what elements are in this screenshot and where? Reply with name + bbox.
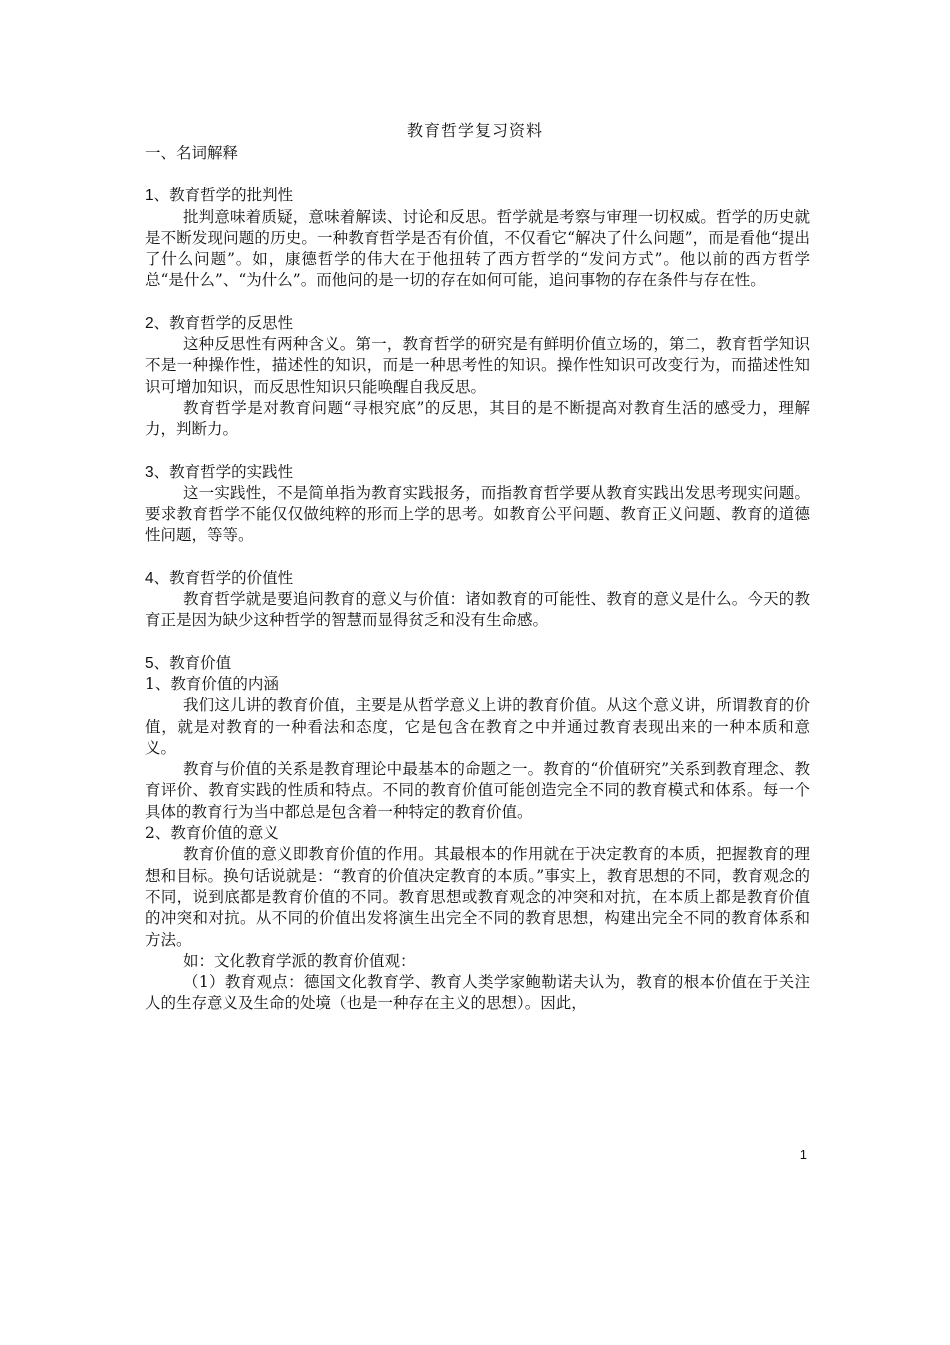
page-number: 1 [799, 1147, 807, 1162]
heading-text: 、教育哲学的批判性 [153, 186, 294, 205]
heading-number: 5 [145, 654, 154, 672]
heading-value [145, 568, 810, 589]
paragraph: 如：文化教育学派的教育价值观： [183, 951, 416, 970]
heading-education-value [145, 653, 810, 674]
document-title: 教育哲学复习资料 [406, 121, 543, 140]
document-body [145, 143, 810, 1015]
paragraph: 我们这儿讲的教育价值，主要是从哲学意义上讲的教育价值。从这个意义讲，所谓教育的价值，就是对教育的一种看法和态度，它是包含在教育之中并通过教育表现出来的一种本质和意义。 [145, 696, 810, 757]
heading-number: 2 [145, 314, 154, 332]
section-label: 一、名词解释 [145, 144, 239, 162]
paragraph: （1）教育观点：德国文化教育学、教育人类学家鲍勒诺夫认为，教育的根本价值在于关注人的生存意义及生命的处境（也是一种存在主义的思想）。因此， [145, 973, 810, 1013]
heading-practical [145, 462, 810, 483]
paragraph: 教育哲学就是要追问教育的意义与价值：诸如教育的可能性、教育的意义是什么。今天的教育正是因为缺少这种哲学的智慧而显得贫乏和没有生命感。 [145, 590, 810, 630]
paragraph: 教育哲学是对教育问题“寻根究底”的反思，其目的是不断提高对教育生活的感受力，理解力，判断力。 [145, 398, 810, 439]
heading-reflective [145, 313, 810, 334]
heading-number: 3 [145, 463, 154, 481]
heading-critical [145, 185, 810, 206]
heading-text: 、教育价值 [153, 653, 232, 672]
paragraph: 批判意味着质疑，意味着解读、讨论和反思。哲学就是考察与审理一切权威。哲学的历史就是不断发现问题的历史。一种教育哲学是否有价值，不仅看它“解决了什么问题”，而是看他“提出了什么问题”。如，康德哲学的伟大在于他扭转了西方哲学的“发问方式”。他以前的西方哲学总“是什么”、“为什么”。而他问的是一切的存在如何可能，追问事物的存在条件与存在性。 [145, 207, 810, 290]
heading-number: 1 [145, 187, 154, 205]
paragraph: 教育与价值的关系是教育理论中最基本的命题之一。教育的“价值研究”关系到教育理念、教育评价、教育实践的性质和特点。不同的教育价值可能创造完全不同的教育模式和体系。每一个具体的教育行为当中都总是包含着一种特定的教育价值。 [145, 760, 810, 821]
heading-text: 、教育哲学的实践性 [153, 462, 294, 481]
subheading: 1、教育价值的内涵 [145, 674, 279, 693]
heading-number: 4 [145, 569, 154, 587]
subheading: 2、教育价值的意义 [145, 824, 279, 843]
paragraph: 这一实践性，不是简单指为教育实践报务，而指教育哲学要从教育实践出发思考现实问题。要求教育哲学不能仅仅做纯粹的形而上学的思考。如教育公平问题、教育正义问题、教育的道德性问题，等等。 [145, 483, 810, 545]
heading-text: 、教育哲学的反思性 [153, 313, 294, 332]
paragraph: 教育价值的意义即教育价值的作用。其最根本的作用就在于决定教育的本质，把握教育的理想和目标。换句话说就是：“教育的价值决定教育的本质。”事实上，教育思想的不同，教育观念的不同，说到底都是教育价值的不同。教育思想或教育观念的冲突和对抗，在本质上都是教育价值的冲突和对抗。从不同的价值出发将演生出完全不同的教育思想，构建出完全不同的教育体系和方法。 [145, 845, 810, 949]
heading-text: 、教育哲学的价值性 [153, 568, 294, 587]
paragraph: 这种反思性有两种含义。第一，教育哲学的研究是有鲜明价值立场的，第二，教育哲学知识不是一种操作性，描述性的知识，而是一种思考性的知识。操作性知识可改变行为，而描述性知识可增加知识，而反思性知识只能唤醒自我反思。 [145, 335, 810, 396]
